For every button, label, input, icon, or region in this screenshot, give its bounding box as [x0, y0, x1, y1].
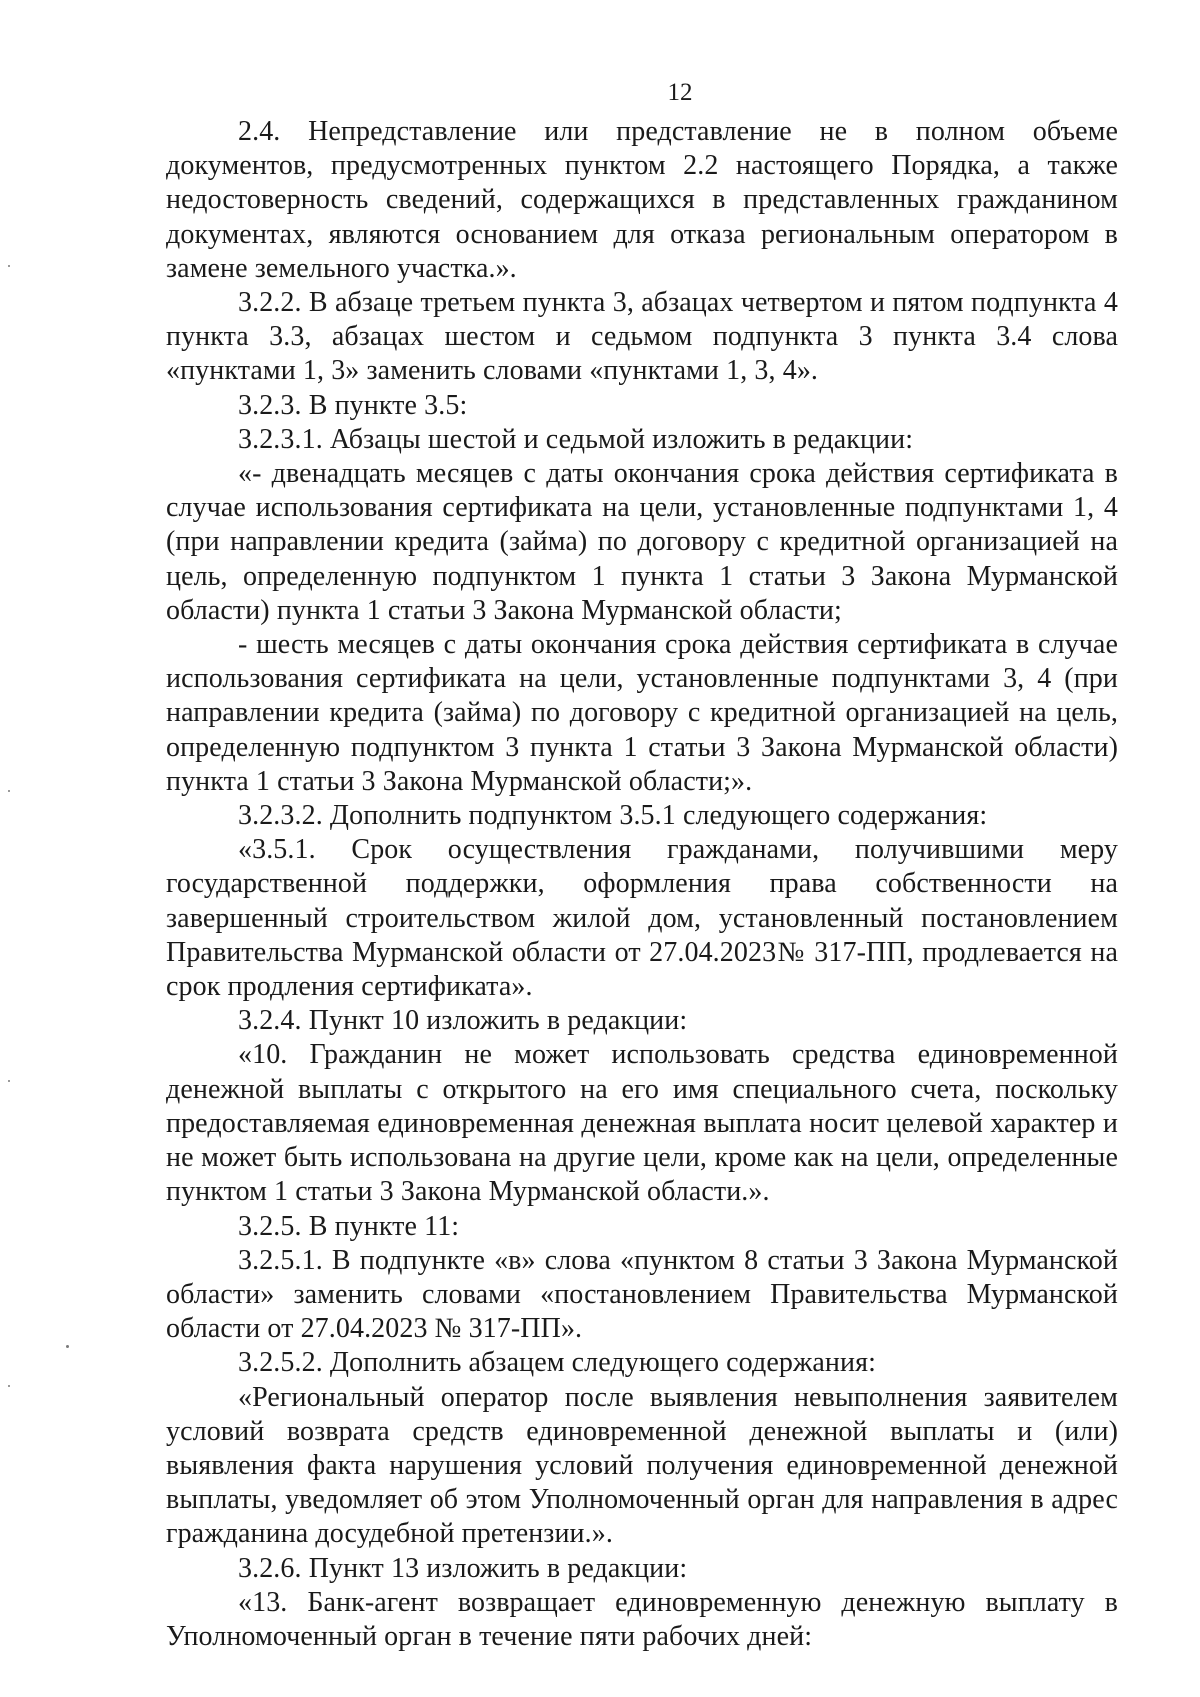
quote-3-5-1: «3.5.1. Срок осуществления гражданами, получившими меру государственной поддержки, оформления права собственности на завершенный строительством жилой дом, установленный постановлением Правительства Мурманской области от 27.04.2023№ 317-ПП, продлевается на срок продления сертификата». — [166, 834, 1118, 1003]
paragraph-3-2-3-2: 3.2.3.2. Дополнить подпунктом 3.5.1 следующего содержания: — [238, 800, 988, 832]
document-body — [166, 115, 1118, 1654]
scan-speck — [8, 1385, 10, 1387]
scan-speck — [8, 265, 10, 267]
quote-point-10: «10. Гражданин не может использовать средства единовременной денежной выплаты с открытого на его имя специального счета, поскольку предоставляемая единовременная денежная выплата носит целевой характер и не может быть использована на другие цели, кроме как на цели, определенные пунктом 1 статьи 3 Закона Мурманской области.». — [166, 1039, 1118, 1208]
page-number: 12 — [667, 79, 693, 106]
quote-point-13: «13. Банк-агент возвращает единовременную денежную выплату в Уполномоченный орган в течение пяти рабочих дней: — [166, 1586, 1118, 1652]
paragraph-3-2-3: 3.2.3. В пункте 3.5: — [238, 389, 468, 421]
scan-speck — [8, 790, 10, 792]
paragraph-2-4: 2.4. Непредставление или представление не в полном объеме документов, предусмотренных пунктом 2.2 настоящего Порядка, а также недостоверность сведений, содержащихся в представленных гражданином документах, являются основанием для отказа региональным оператором в замене земельного участка.». — [166, 116, 1118, 284]
paragraph-3-2-5-1: 3.2.5.1. В подпункте «в» слова «пунктом 8 статьи 3 Закона Мурманской области» заменить словами «постановлением Правительства Мурманской области от 27.04.2023 № 317-ПП». — [166, 1244, 1118, 1345]
scan-speck — [8, 1080, 10, 1082]
paragraph-3-2-4: 3.2.4. Пункт 10 изложить в редакции: — [238, 1005, 688, 1037]
paragraph-3-2-3-1: 3.2.3.1. Абзацы шестой и седьмой изложить в редакции: — [238, 423, 914, 455]
quote-twelve-months: «- двенадцать месяцев с даты окончания срока действия сертификата в случае использования сертификата на цели, установленные подпунктами 1, 4 (при направлении кредита (займа) по договору с кредитной организацией на цель, определенную подпунктом 1 пункта 1 статьи 3 Закона Мурманской области) пункта 1 статьи 3 Закона Мурманской области; — [166, 458, 1118, 626]
paragraph-3-2-5: 3.2.5. В пункте 11: — [238, 1210, 460, 1242]
paragraph-3-2-6: 3.2.6. Пункт 13 изложить в редакции: — [238, 1552, 688, 1584]
paragraph-3-2-5-2: 3.2.5.2. Дополнить абзацем следующего содержания: — [238, 1347, 876, 1379]
quote-regional-operator: «Региональный оператор после выявления невыполнения заявителем условий возврата средств единовременной денежной выплаты и (или) выявления факта нарушения условий получения единовременной денежной выплаты, уведомляет об этом Уполномоченный орган для направления в адрес гражданина досудебной претензии.». — [166, 1381, 1118, 1550]
paragraph-3-2-2: 3.2.2. В абзаце третьем пункта 3, абзацах четвертом и пятом подпункта 4 пункта 3.3, абзацах шестом и седьмом подпункта 3 пункта 3.4 слова «пунктами 1, 3» заменить словами «пунктами 1, 3, 4». — [166, 287, 1118, 387]
scan-speck — [66, 1345, 69, 1348]
quote-six-months: - шесть месяцев с даты окончания срока действия сертификата в случае использования сертификата на цели, установленные подпунктами 3, 4 (при направлении кредита (займа) по договору с кредитной организацией на цель, определенную подпунктом 3 пункта 1 статьи 3 Закона Мурманской области) пункта 1 статьи 3 Закона Мурманской области;». — [166, 629, 1118, 797]
